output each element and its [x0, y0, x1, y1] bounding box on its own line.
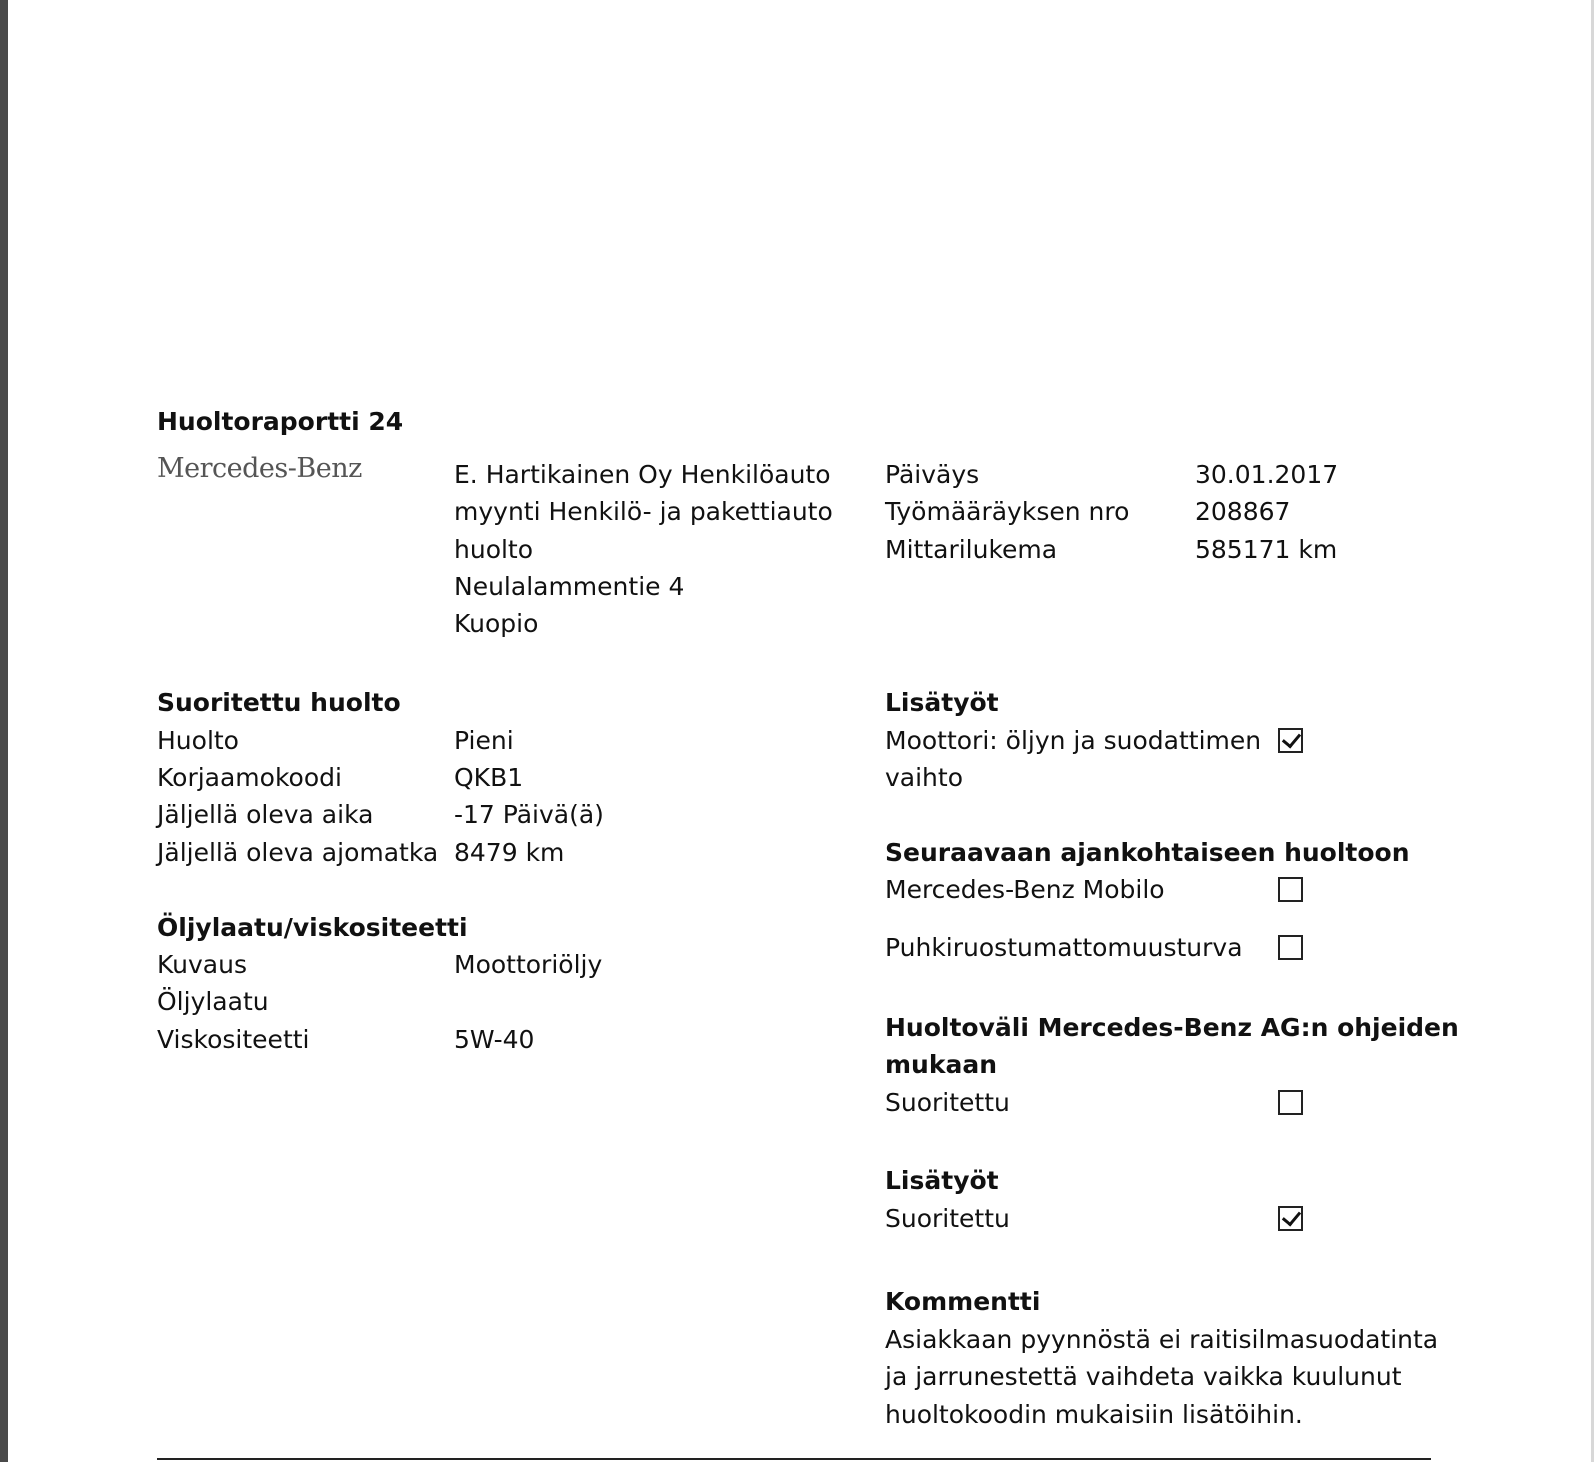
- oil-value: 5W-40: [454, 1025, 535, 1054]
- info-label-date: Päiväys: [885, 460, 980, 489]
- comment-line: Asiakkaan pyynnöstä ei raitisilmasuodatinta: [885, 1325, 1439, 1354]
- oil-value: Moottoriöljy: [454, 950, 603, 979]
- info-value-odometer: 585171 km: [1195, 535, 1338, 564]
- info-label-work-order: Työmääräyksen nro: [885, 497, 1130, 526]
- dealer-line: Neulalammentie 4: [454, 572, 685, 601]
- extra-done-heading: Lisätyöt: [885, 1166, 999, 1195]
- extra-work-item: Moottori: öljyn ja suodattimen: [885, 726, 1262, 755]
- extra-work-checkbox[interactable]: [1278, 728, 1303, 753]
- extra-work-item: vaihto: [885, 763, 964, 792]
- dealer-line: huolto: [454, 535, 534, 564]
- comment-heading: Kommentti: [885, 1287, 1041, 1316]
- service-value: -17 Päivä(ä): [454, 800, 604, 829]
- interval-heading-cont: mukaan: [885, 1050, 998, 1079]
- page-left-edge: [0, 0, 8, 1462]
- dealer-line: E. Hartikainen Oy Henkilöauto: [454, 460, 831, 489]
- service-value: Pieni: [454, 726, 514, 755]
- info-value-work-order: 208867: [1195, 497, 1291, 526]
- extra-done-label: Suoritettu: [885, 1204, 1010, 1233]
- service-heading: Suoritettu huolto: [157, 688, 401, 717]
- mercedes-benz-logo: Mercedes-Benz: [157, 453, 362, 484]
- service-label: Huolto: [157, 726, 239, 755]
- dealer-line: myynti Henkilö- ja pakettiauto: [454, 497, 833, 526]
- service-label: Korjaamokoodi: [157, 763, 342, 792]
- dealer-line: Kuopio: [454, 609, 539, 638]
- mobilo-label: Mercedes-Benz Mobilo: [885, 875, 1165, 904]
- service-value: 8479 km: [454, 838, 565, 867]
- oil-heading: Öljylaatu/viskositeetti: [157, 913, 468, 942]
- interval-done-checkbox[interactable]: [1278, 1090, 1303, 1115]
- comment-line: huoltokoodin mukaisiin lisätöihin.: [885, 1400, 1303, 1429]
- service-value: QKB1: [454, 763, 524, 792]
- oil-label: Viskositeetti: [157, 1025, 310, 1054]
- oil-label: Öljylaatu: [157, 987, 269, 1016]
- extra-work-heading: Lisätyöt: [885, 688, 999, 717]
- oil-label: Kuvaus: [157, 950, 247, 979]
- info-label-odometer: Mittarilukema: [885, 535, 1058, 564]
- interval-done-label: Suoritettu: [885, 1088, 1010, 1117]
- extra-done-checkbox[interactable]: [1278, 1206, 1303, 1231]
- info-value-date: 30.01.2017: [1195, 460, 1339, 489]
- comment-line: ja jarrunestettä vaihdeta vaikka kuulunut: [885, 1362, 1402, 1391]
- rust-warranty-label: Puhkiruostumattomuusturva: [885, 933, 1243, 962]
- next-service-heading: Seuraavaan ajankohtaiseen huoltoon: [885, 838, 1410, 867]
- report-title: Huoltoraportti 24: [157, 407, 404, 436]
- rust-warranty-checkbox[interactable]: [1278, 935, 1303, 960]
- mobilo-checkbox[interactable]: [1278, 877, 1303, 902]
- service-label: Jäljellä oleva ajomatka: [157, 838, 439, 867]
- interval-heading: Huoltoväli Mercedes-Benz AG:n ohjeiden: [885, 1013, 1459, 1042]
- service-label: Jäljellä oleva aika: [157, 800, 374, 829]
- bottom-divider: [157, 1458, 1431, 1460]
